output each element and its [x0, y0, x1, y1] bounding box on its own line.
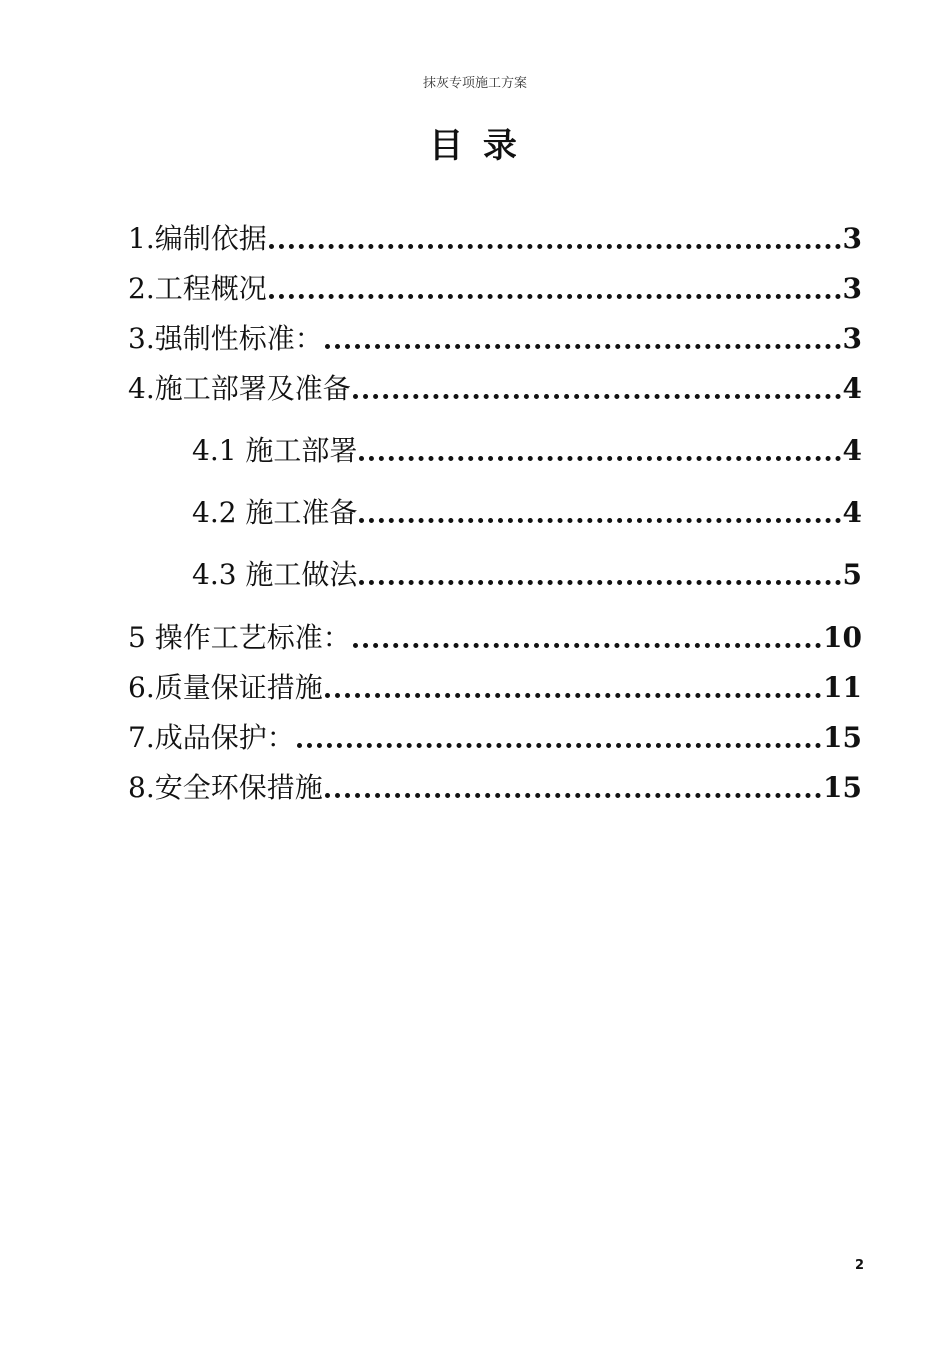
toc-subentry[interactable] [192, 555, 862, 595]
toc-dot-leader [359, 518, 840, 523]
toc-entry-label: 8.安全环保措施 [128, 771, 323, 804]
toc-dot-leader [297, 743, 821, 748]
toc-entry-label: 1.编制依据 [128, 222, 267, 255]
toc-entry-label: 4.3 施工做法 [192, 558, 358, 591]
toc-entry-label: 2.工程概况 [128, 272, 267, 305]
toc-entry-page: 4 [842, 434, 862, 467]
toc-dot-leader [359, 456, 840, 461]
toc-entry-label: 3.强制性标准： [128, 322, 323, 355]
toc-entry-page: 15 [823, 771, 862, 804]
toc-entry-page: 4 [842, 496, 862, 529]
toc-entry-label: 6.质量保证措施 [128, 671, 323, 704]
toc-dot-leader [353, 394, 841, 399]
toc-dot-leader [325, 693, 821, 698]
page-number: 2 [854, 1258, 864, 1273]
toc-entry-page: 3 [842, 322, 862, 355]
toc-entry-page: 11 [823, 671, 862, 704]
toc-title: 目 录 [429, 126, 521, 166]
running-header: 抹灰专项施工方案 [422, 76, 527, 91]
toc-entry-label: 5 操作工艺标准： [128, 621, 351, 654]
toc-entry[interactable] [128, 668, 862, 708]
toc-entry[interactable] [128, 768, 862, 808]
toc-entry-page: 15 [823, 721, 862, 754]
toc-dot-leader [325, 344, 841, 349]
toc-dot-leader [325, 793, 821, 798]
toc-entry-label: 4.1 施工部署 [192, 434, 358, 467]
toc-entry-label: 7.成品保护： [128, 721, 295, 754]
toc-entry[interactable] [128, 269, 862, 309]
toc-subentry[interactable] [192, 431, 862, 471]
toc-entry-page: 3 [842, 272, 862, 305]
toc-entry-page: 3 [842, 222, 862, 255]
toc-entry[interactable] [128, 219, 862, 259]
toc-dot-leader [269, 294, 841, 299]
toc-dot-leader [353, 643, 821, 648]
toc-entry-page: 5 [842, 558, 862, 591]
toc-entry-page: 10 [823, 621, 862, 654]
toc-subentry[interactable] [192, 493, 862, 533]
toc-entry-label: 4.2 施工准备 [192, 496, 358, 529]
toc-dot-leader [269, 244, 841, 249]
toc-entry[interactable] [128, 618, 862, 658]
toc-entry[interactable] [128, 319, 862, 359]
toc-dot-leader [359, 580, 840, 585]
toc-entry[interactable] [128, 369, 862, 409]
toc-entry-page: 4 [842, 372, 862, 405]
toc-entry[interactable] [128, 718, 862, 758]
toc-entry-label: 4.施工部署及准备 [128, 372, 351, 405]
